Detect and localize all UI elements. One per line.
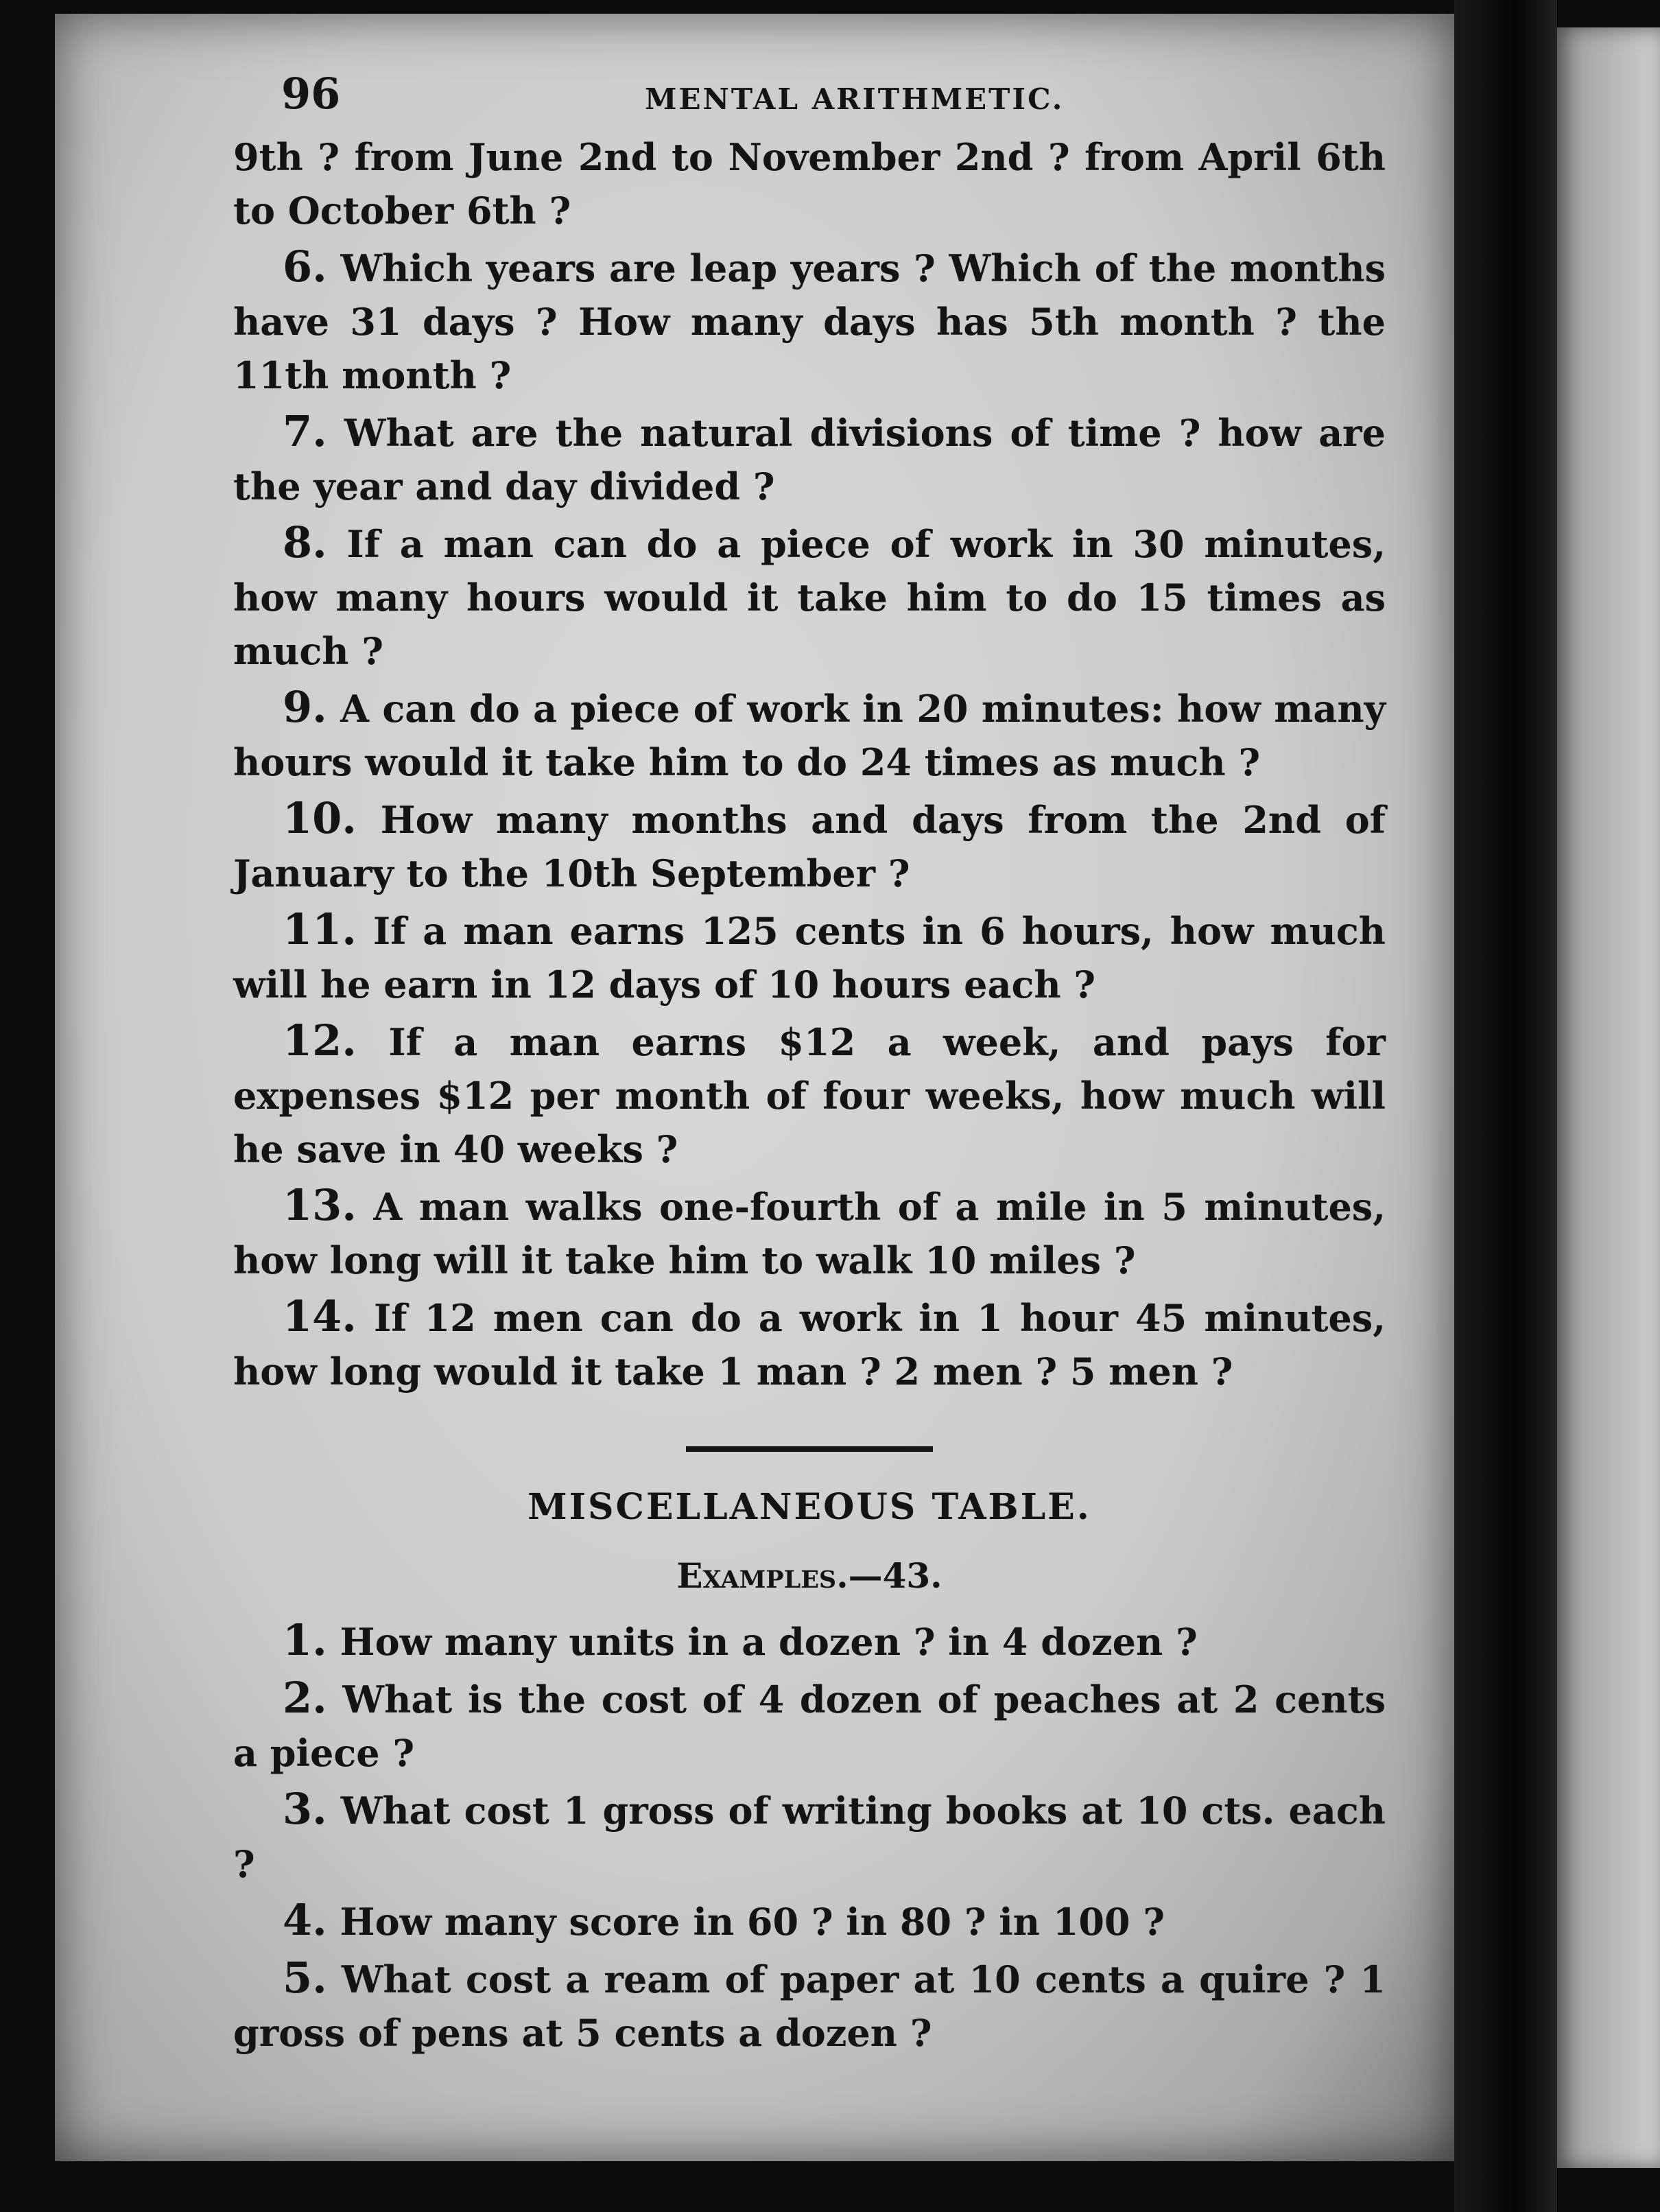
question-text: If 12 men can do a work in 1 hour 45 minutes, how long would it take 1 man ? 2 men ? 5 men ? [233, 1296, 1386, 1393]
book-gutter [1454, 0, 1557, 2212]
question-item [233, 516, 1386, 678]
question-number: 13. [283, 1180, 357, 1230]
section-title: MISCELLANEOUS TABLE. [527, 1486, 1091, 1528]
question-item [233, 1179, 1386, 1287]
question-number: 14. [283, 1291, 357, 1341]
example-number: 4. [283, 1895, 327, 1945]
question-item [233, 405, 1386, 513]
question-number: 9. [283, 682, 327, 732]
question-text: If a man earns 125 cents in 6 hours, how much will he earn in 12 days of 10 hours each ? [233, 909, 1386, 1007]
question-number: 12. [283, 1015, 357, 1066]
example-number: 2. [283, 1673, 327, 1723]
question-text: 9th ? from June 2nd to November 2nd ? from April 6th to October 6th ? [233, 135, 1386, 233]
question-text: What are the natural divisions of time ? how are the year and day divided ? [233, 411, 1386, 508]
question-item [233, 681, 1386, 789]
running-head [233, 62, 1386, 130]
question-text: A can do a piece of work in 20 minutes: how many hours would it take him to do 24 times as much ? [233, 687, 1386, 784]
question-item [233, 903, 1386, 1011]
question-number: 7. [283, 406, 327, 456]
example-number: 5. [283, 1953, 327, 2003]
example-text: What is the cost of 4 dozen of peaches at 2 cents a piece ? [233, 1678, 1386, 1775]
running-title: MENTAL ARITHMETIC. [645, 82, 1065, 116]
question-text: A man walks one-fourth of a mile in 5 minutes, how long will it take him to walk 10 miles ? [233, 1185, 1386, 1282]
examples-heading: Examples.—43. [676, 1555, 942, 1596]
adjacent-page-edge [1557, 27, 1660, 2168]
question-continuation [233, 130, 1386, 237]
example-number: 1. [283, 1615, 327, 1665]
question-item [233, 1290, 1386, 1398]
example-item [233, 1894, 1386, 1949]
example-text: How many units in a dozen ? in 4 dozen ? [340, 1620, 1198, 1664]
example-item [233, 1671, 1386, 1780]
question-number: 6. [283, 242, 327, 292]
page-number: 96 [281, 69, 341, 119]
question-item [233, 240, 1386, 402]
question-number: 8. [283, 517, 327, 567]
example-text: What cost 1 gross of writing books at 10 cts. each ? [233, 1789, 1386, 1886]
question-item [233, 792, 1386, 900]
example-item [233, 1614, 1386, 1669]
example-item [233, 1951, 1386, 2060]
question-text: How many months and days from the 2nd of January to the 10th September ? [233, 798, 1386, 895]
question-text: If a man earns $12 a week, and pays for expenses $12 per month of four weeks, how much will he save in 40 weeks ? [233, 1020, 1386, 1171]
question-number: 10. [283, 793, 357, 843]
question-text: Which years are leap years ? Which of the months have 31 days ? How many days has 5th month ? the 11th month ? [233, 246, 1386, 397]
question-text: If a man can do a piece of work in 30 minutes, how many hours would it take him to do 15 times as much ? [233, 522, 1386, 673]
example-text: What cost a ream of paper at 10 cents a quire ? 1 gross of pens at 5 cents a dozen ? [233, 1957, 1386, 2055]
example-text: How many score in 60 ? in 80 ? in 100 ? [340, 1900, 1165, 1944]
question-item [233, 1014, 1386, 1176]
question-number: 11. [283, 904, 357, 954]
example-item [233, 1782, 1386, 1891]
page-content [233, 62, 1386, 2062]
example-number: 3. [283, 1784, 327, 1834]
section-divider [686, 1446, 933, 1452]
